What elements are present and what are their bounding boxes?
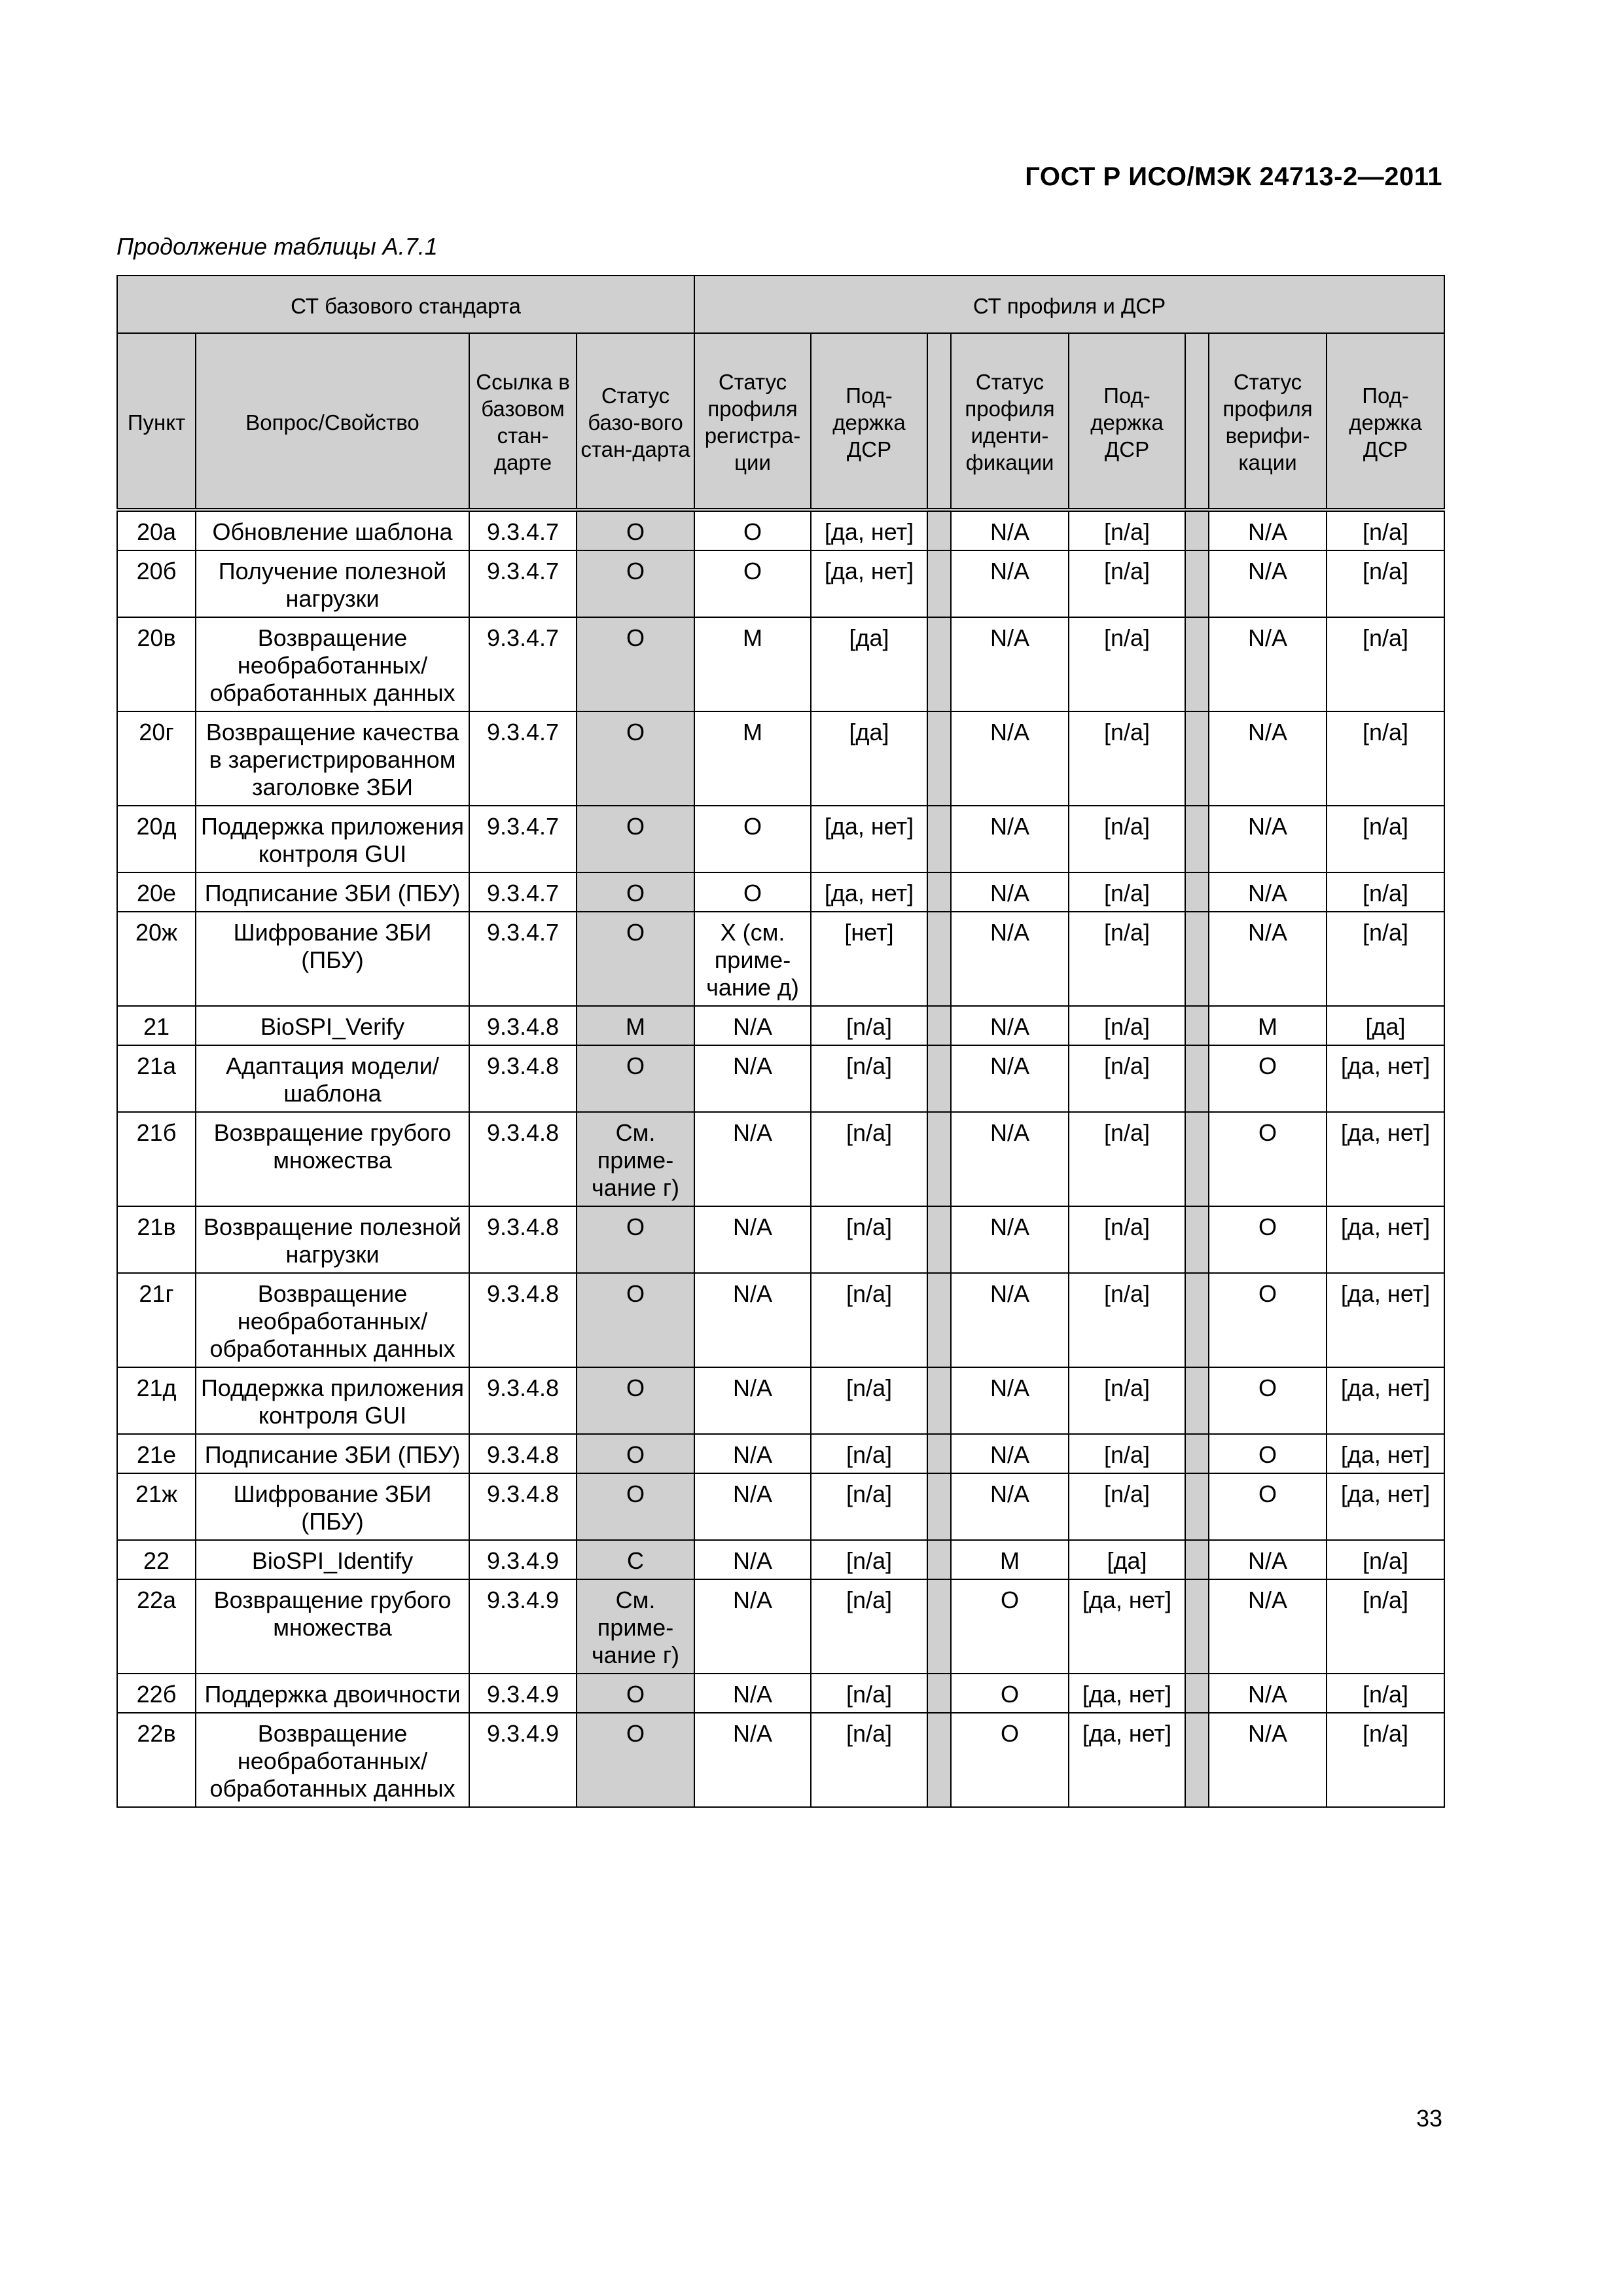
cell-reg-status: N/A [694, 1713, 811, 1807]
cell-reg-status: N/A [694, 1112, 811, 1206]
cell-ref: 9.3.4.8 [469, 1273, 577, 1367]
cell-id-support: [n/a] [1069, 510, 1185, 550]
separator-cell [927, 1006, 951, 1045]
cell-reg-status: O [694, 806, 811, 872]
cell-question: Возвращение необработанных/ обработанных данных [196, 1273, 469, 1367]
cell-id-support: [n/a] [1069, 806, 1185, 872]
cell-ref: 9.3.4.7 [469, 872, 577, 912]
cell-ver-status: O [1209, 1112, 1327, 1206]
cell-ver-status: N/A [1209, 510, 1327, 550]
cell-base-status: O [577, 1367, 694, 1434]
cell-reg-status: N/A [694, 1434, 811, 1473]
table-row [117, 617, 1444, 711]
cell-ref: 9.3.4.9 [469, 1540, 577, 1579]
col-header-id-support: Под-держка ДСР [1069, 333, 1185, 510]
cell-reg-status: N/A [694, 1579, 811, 1674]
cell-base-status: См. приме-чание г) [577, 1112, 694, 1206]
separator-cell [1185, 1674, 1209, 1713]
cell-reg-status: N/A [694, 1045, 811, 1112]
cell-id-status: N/A [951, 1112, 1069, 1206]
cell-id-status: N/A [951, 711, 1069, 806]
cell-ver-support: [n/a] [1327, 1579, 1444, 1674]
cell-item: 20б [117, 550, 196, 617]
cell-ver-support: [да] [1327, 1006, 1444, 1045]
cell-question: Адаптация модели/шаблона [196, 1045, 469, 1112]
separator-cell [927, 872, 951, 912]
group-header-base: СТ базового стандарта [117, 276, 694, 333]
page-number: 33 [1416, 2105, 1442, 2132]
cell-reg-support: [n/a] [811, 1006, 927, 1045]
cell-item: 21б [117, 1112, 196, 1206]
cell-ver-status: N/A [1209, 912, 1327, 1006]
separator-column [927, 333, 951, 510]
cell-ver-support: [да, нет] [1327, 1112, 1444, 1206]
cell-ver-support: [да, нет] [1327, 1273, 1444, 1367]
separator-cell [927, 1273, 951, 1367]
cell-id-status: M [951, 1540, 1069, 1579]
cell-ref: 9.3.4.9 [469, 1713, 577, 1807]
cell-base-status: O [577, 1434, 694, 1473]
cell-ver-status: O [1209, 1434, 1327, 1473]
separator-cell [927, 806, 951, 872]
cell-question: Подписание ЗБИ (ПБУ) [196, 1434, 469, 1473]
table-row [117, 1579, 1444, 1674]
cell-item: 20в [117, 617, 196, 711]
cell-question: Поддержка двоичности [196, 1674, 469, 1713]
cell-question: Возвращение грубого множества [196, 1579, 469, 1674]
cell-ref: 9.3.4.8 [469, 1206, 577, 1273]
cell-ver-status: N/A [1209, 1579, 1327, 1674]
cell-id-support: [n/a] [1069, 1367, 1185, 1434]
cell-id-support: [n/a] [1069, 1434, 1185, 1473]
cell-ver-support: [n/a] [1327, 806, 1444, 872]
cell-reg-support: [n/a] [811, 1473, 927, 1540]
cell-question: Поддержка приложения контроля GUI [196, 806, 469, 872]
cell-id-support: [n/a] [1069, 1112, 1185, 1206]
column-header-row [117, 333, 1444, 510]
table-row [117, 872, 1444, 912]
table-row [117, 912, 1444, 1006]
col-header-id-status: Статус профиля иденти-фикации [951, 333, 1069, 510]
separator-cell [927, 1540, 951, 1579]
table-row [117, 1206, 1444, 1273]
table-row [117, 1367, 1444, 1434]
cell-id-status: N/A [951, 510, 1069, 550]
table-row [117, 806, 1444, 872]
cell-ver-status: N/A [1209, 550, 1327, 617]
cell-reg-support: [да, нет] [811, 510, 927, 550]
cell-ver-support: [n/a] [1327, 912, 1444, 1006]
document-header: ГОСТ Р ИСО/МЭК 24713-2—2011 [1025, 162, 1442, 191]
col-header-ver-support: Под-держка ДСР [1327, 333, 1444, 510]
cell-base-status: O [577, 1713, 694, 1807]
cell-reg-support: [да, нет] [811, 872, 927, 912]
cell-ref: 9.3.4.7 [469, 912, 577, 1006]
cell-id-support: [n/a] [1069, 1206, 1185, 1273]
cell-reg-support: [нет] [811, 912, 927, 1006]
cell-reg-status: N/A [694, 1540, 811, 1579]
separator-cell [1185, 1112, 1209, 1206]
separator-cell [927, 550, 951, 617]
cell-ver-status: N/A [1209, 872, 1327, 912]
cell-base-status: O [577, 1206, 694, 1273]
separator-cell [1185, 1206, 1209, 1273]
table-row [117, 1540, 1444, 1579]
cell-id-status: N/A [951, 1473, 1069, 1540]
cell-id-status: N/A [951, 1045, 1069, 1112]
cell-ref: 9.3.4.7 [469, 806, 577, 872]
cell-ref: 9.3.4.7 [469, 711, 577, 806]
cell-item: 21ж [117, 1473, 196, 1540]
separator-cell [927, 912, 951, 1006]
cell-id-status: O [951, 1579, 1069, 1674]
col-header-base-status: Статус базо-вого стан-дарта [577, 333, 694, 510]
cell-id-support: [да, нет] [1069, 1713, 1185, 1807]
separator-cell [1185, 711, 1209, 806]
cell-ver-support: [n/a] [1327, 711, 1444, 806]
cell-item: 21а [117, 1045, 196, 1112]
cell-ver-status: N/A [1209, 1540, 1327, 1579]
cell-ref: 9.3.4.7 [469, 617, 577, 711]
separator-cell [1185, 912, 1209, 1006]
cell-reg-status: N/A [694, 1674, 811, 1713]
cell-ver-status: N/A [1209, 617, 1327, 711]
cell-reg-status: O [694, 872, 811, 912]
separator-cell [927, 1367, 951, 1434]
cell-ver-status: O [1209, 1273, 1327, 1367]
separator-cell [1185, 1473, 1209, 1540]
cell-id-status: N/A [951, 1206, 1069, 1273]
cell-reg-status: M [694, 617, 811, 711]
cell-item: 20а [117, 510, 196, 550]
cell-item: 21г [117, 1273, 196, 1367]
separator-cell [927, 1674, 951, 1713]
cell-ver-support: [n/a] [1327, 1713, 1444, 1807]
separator-cell [927, 510, 951, 550]
cell-question: Возвращение грубого множества [196, 1112, 469, 1206]
cell-reg-support: [n/a] [811, 1273, 927, 1367]
cell-reg-support: [n/a] [811, 1540, 927, 1579]
cell-base-status: O [577, 550, 694, 617]
cell-item: 21в [117, 1206, 196, 1273]
cell-base-status: O [577, 711, 694, 806]
separator-cell [927, 711, 951, 806]
cell-id-status: O [951, 1713, 1069, 1807]
cell-id-support: [n/a] [1069, 1273, 1185, 1367]
cell-base-status: O [577, 1273, 694, 1367]
cell-ver-support: [да, нет] [1327, 1434, 1444, 1473]
cell-id-support: [n/a] [1069, 1045, 1185, 1112]
cell-id-status: N/A [951, 1434, 1069, 1473]
cell-ver-status: N/A [1209, 806, 1327, 872]
cell-question: Поддержка приложения контроля GUI [196, 1367, 469, 1434]
separator-cell [927, 1579, 951, 1674]
cell-ver-support: [да, нет] [1327, 1045, 1444, 1112]
col-header-ver-status: Статус профиля верифи-кации [1209, 333, 1327, 510]
table-row [117, 1112, 1444, 1206]
cell-reg-support: [n/a] [811, 1434, 927, 1473]
cell-id-support: [n/a] [1069, 1006, 1185, 1045]
cell-question: BioSPI_Verify [196, 1006, 469, 1045]
table-row [117, 510, 1444, 550]
cell-base-status: C [577, 1540, 694, 1579]
cell-item: 22 [117, 1540, 196, 1579]
separator-cell [1185, 1006, 1209, 1045]
cell-ref: 9.3.4.9 [469, 1579, 577, 1674]
separator-cell [1185, 1540, 1209, 1579]
cell-reg-support: [n/a] [811, 1045, 927, 1112]
separator-cell [1185, 1434, 1209, 1473]
table-row [117, 1473, 1444, 1540]
cell-ver-status: N/A [1209, 711, 1327, 806]
col-header-item: Пункт [117, 333, 196, 510]
cell-id-support: [n/a] [1069, 550, 1185, 617]
separator-cell [1185, 806, 1209, 872]
cell-base-status: O [577, 1473, 694, 1540]
col-header-reg-support: Под-держка ДСР [811, 333, 927, 510]
cell-question: Возвращение необработанных/ обработанных данных [196, 1713, 469, 1807]
cell-reg-support: [n/a] [811, 1112, 927, 1206]
separator-cell [1185, 617, 1209, 711]
separator-cell [1185, 1367, 1209, 1434]
cell-reg-status: N/A [694, 1367, 811, 1434]
cell-ver-support: [да, нет] [1327, 1206, 1444, 1273]
cell-ref: 9.3.4.8 [469, 1006, 577, 1045]
separator-cell [1185, 550, 1209, 617]
cell-reg-support: [да] [811, 617, 927, 711]
cell-ver-status: O [1209, 1367, 1327, 1434]
cell-ver-status: O [1209, 1206, 1327, 1273]
separator-cell [927, 1045, 951, 1112]
cell-base-status: O [577, 510, 694, 550]
cell-item: 21д [117, 1367, 196, 1434]
cell-base-status: O [577, 1045, 694, 1112]
separator-cell [927, 1112, 951, 1206]
table-row [117, 1434, 1444, 1473]
cell-item: 20г [117, 711, 196, 806]
cell-id-support: [n/a] [1069, 872, 1185, 912]
cell-question: Обновление шаблона [196, 510, 469, 550]
cell-reg-status: M [694, 711, 811, 806]
cell-reg-status: O [694, 510, 811, 550]
cell-reg-support: [да, нет] [811, 806, 927, 872]
separator-column [1185, 333, 1209, 510]
cell-question: BioSPI_Identify [196, 1540, 469, 1579]
cell-ref: 9.3.4.8 [469, 1045, 577, 1112]
col-header-ref: Ссылка в базовом стан-дарте [469, 333, 577, 510]
cell-question: Возвращение необработанных/обработанных данных [196, 617, 469, 711]
cell-item: 20е [117, 872, 196, 912]
cell-ver-support: [n/a] [1327, 1540, 1444, 1579]
cell-id-support: [да] [1069, 1540, 1185, 1579]
cell-reg-support: [n/a] [811, 1206, 927, 1273]
separator-cell [927, 1473, 951, 1540]
cell-item: 22в [117, 1713, 196, 1807]
cell-id-support: [да, нет] [1069, 1579, 1185, 1674]
cell-id-status: N/A [951, 872, 1069, 912]
cell-id-status: N/A [951, 912, 1069, 1006]
cell-reg-status: N/A [694, 1273, 811, 1367]
cell-question: Возвращение качества в зарегистрированном заголовке ЗБИ [196, 711, 469, 806]
group-header-profile: СТ профиля и ДСР [694, 276, 1444, 333]
cell-base-status: См. приме-чание г) [577, 1579, 694, 1674]
table-row [117, 550, 1444, 617]
cell-ver-support: [да, нет] [1327, 1367, 1444, 1434]
group-header-row [117, 276, 1444, 333]
cell-ver-status: N/A [1209, 1674, 1327, 1713]
col-header-question: Вопрос/Свойство [196, 333, 469, 510]
cell-ver-status: O [1209, 1045, 1327, 1112]
cell-id-support: [n/a] [1069, 617, 1185, 711]
cell-reg-support: [n/a] [811, 1674, 927, 1713]
cell-id-status: O [951, 1674, 1069, 1713]
cell-item: 22б [117, 1674, 196, 1713]
cell-reg-status: N/A [694, 1473, 811, 1540]
cell-question: Получение полезной нагрузки [196, 550, 469, 617]
cell-item: 20д [117, 806, 196, 872]
separator-cell [1185, 1045, 1209, 1112]
cell-ref: 9.3.4.8 [469, 1367, 577, 1434]
cell-id-status: N/A [951, 1273, 1069, 1367]
cell-item: 20ж [117, 912, 196, 1006]
cell-ref: 9.3.4.9 [469, 1674, 577, 1713]
cell-id-status: N/A [951, 1367, 1069, 1434]
separator-cell [1185, 1273, 1209, 1367]
cell-reg-support: [да, нет] [811, 550, 927, 617]
cell-ver-status: N/A [1209, 1713, 1327, 1807]
cell-ref: 9.3.4.8 [469, 1112, 577, 1206]
cell-question: Подписание ЗБИ (ПБУ) [196, 872, 469, 912]
separator-cell [1185, 872, 1209, 912]
separator-cell [1185, 1579, 1209, 1674]
cell-base-status: O [577, 1674, 694, 1713]
cell-reg-support: [n/a] [811, 1367, 927, 1434]
separator-cell [927, 1713, 951, 1807]
separator-cell [1185, 1713, 1209, 1807]
cell-ver-status: M [1209, 1006, 1327, 1045]
cell-id-status: N/A [951, 550, 1069, 617]
cell-base-status: O [577, 806, 694, 872]
cell-reg-status: O [694, 550, 811, 617]
cell-id-support: [да, нет] [1069, 1674, 1185, 1713]
cell-reg-status: N/A [694, 1206, 811, 1273]
cell-id-support: [n/a] [1069, 912, 1185, 1006]
cell-reg-support: [n/a] [811, 1579, 927, 1674]
cell-question: Шифрование ЗБИ (ПБУ) [196, 1473, 469, 1540]
cell-base-status: M [577, 1006, 694, 1045]
table-caption: Продолжение таблицы А.7.1 [116, 233, 438, 260]
cell-reg-support: [n/a] [811, 1713, 927, 1807]
cell-base-status: O [577, 872, 694, 912]
separator-cell [927, 1434, 951, 1473]
cell-ver-support: [n/a] [1327, 550, 1444, 617]
table-row [117, 1713, 1444, 1807]
cell-reg-status: X (см. приме-чание д) [694, 912, 811, 1006]
cell-id-status: N/A [951, 617, 1069, 711]
cell-question: Возвращение полезной нагрузки [196, 1206, 469, 1273]
separator-cell [1185, 510, 1209, 550]
cell-id-support: [n/a] [1069, 1473, 1185, 1540]
cell-question: Шифрование ЗБИ (ПБУ) [196, 912, 469, 1006]
separator-cell [927, 1206, 951, 1273]
cell-ref: 9.3.4.8 [469, 1473, 577, 1540]
separator-cell [927, 617, 951, 711]
cell-ver-support: [n/a] [1327, 1674, 1444, 1713]
cell-base-status: O [577, 617, 694, 711]
cell-item: 22а [117, 1579, 196, 1674]
cell-ver-status: O [1209, 1473, 1327, 1540]
table-row [117, 1045, 1444, 1112]
table-row [117, 711, 1444, 806]
spec-table [116, 275, 1445, 1808]
table-row [117, 1674, 1444, 1713]
cell-item: 21е [117, 1434, 196, 1473]
cell-ver-support: [n/a] [1327, 510, 1444, 550]
cell-ver-support: [да, нет] [1327, 1473, 1444, 1540]
cell-reg-support: [да] [811, 711, 927, 806]
cell-ver-support: [n/a] [1327, 617, 1444, 711]
col-header-reg-status: Статус профиля регистра-ции [694, 333, 811, 510]
cell-ref: 9.3.4.8 [469, 1434, 577, 1473]
cell-ver-support: [n/a] [1327, 872, 1444, 912]
table-row [117, 1273, 1444, 1367]
cell-ref: 9.3.4.7 [469, 550, 577, 617]
cell-id-support: [n/a] [1069, 711, 1185, 806]
cell-id-status: N/A [951, 806, 1069, 872]
cell-ref: 9.3.4.7 [469, 510, 577, 550]
cell-id-status: N/A [951, 1006, 1069, 1045]
table-row [117, 1006, 1444, 1045]
cell-reg-status: N/A [694, 1006, 811, 1045]
cell-base-status: O [577, 912, 694, 1006]
cell-item: 21 [117, 1006, 196, 1045]
